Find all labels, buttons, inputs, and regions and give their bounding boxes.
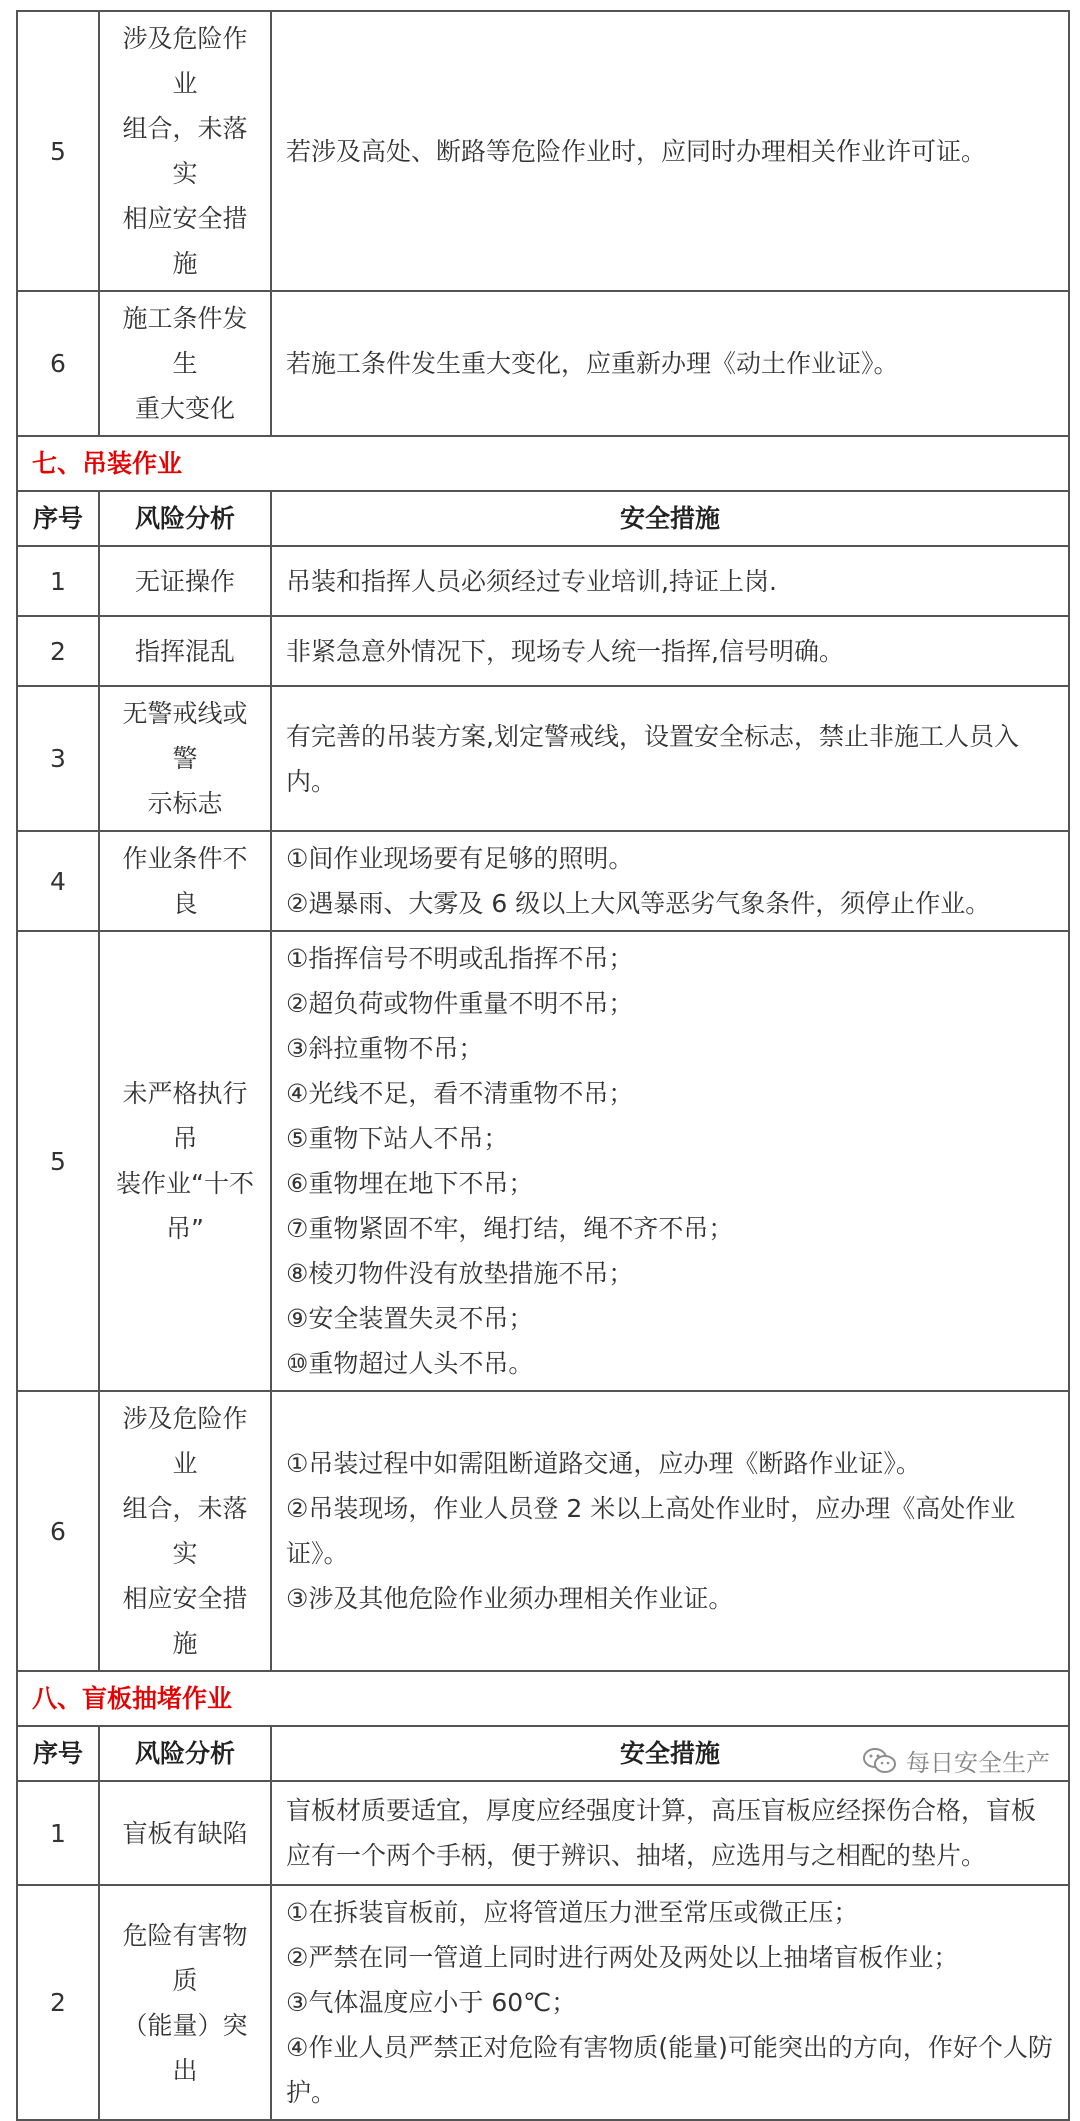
measure-text: ⑩重物超过人头不吊。	[286, 1349, 534, 1378]
measure-text: ④光线不足，看不清重物不吊；	[286, 1079, 634, 1108]
header-risk: 风险分析	[99, 1726, 271, 1781]
risk-text: 涉及危险作业	[122, 1404, 248, 1478]
safety-measures-cell	[271, 11, 1069, 291]
header-measures: 安全措施	[271, 491, 1069, 546]
risk-analysis-cell	[99, 11, 271, 291]
table-row	[17, 1885, 1069, 2120]
risk-text: 无证操作	[134, 566, 235, 596]
risk-text: 组合，未落实	[122, 1494, 248, 1568]
risk-text: 吊”	[166, 1214, 204, 1243]
risk-text: 指挥混乱	[134, 636, 235, 666]
risk-text: 施工条件发生	[122, 304, 248, 378]
safety-measures-cell	[271, 1885, 1069, 2120]
risk-text: 组合，未落实	[122, 114, 248, 188]
wechat-icon	[862, 1746, 898, 1776]
table-row	[17, 686, 1069, 831]
header-num: 序号	[17, 491, 99, 546]
measure-text: ④作业人员严禁正对危险有害物质(能量)可能突出的方向，作好个人防护。	[286, 2033, 1053, 2107]
table-row	[17, 616, 1069, 686]
risk-text: 盲板有缺陷	[122, 1818, 248, 1848]
document-page	[16, 10, 1068, 2107]
row-number: 2	[17, 616, 99, 686]
measure-text: 吊装和指挥人员必须经过专业培训,持证上岗.	[286, 566, 777, 596]
section-title: 七、吊装作业	[17, 436, 1069, 491]
safety-measures-cell	[271, 291, 1069, 436]
row-number: 1	[17, 1781, 99, 1885]
watermark-text: 每日安全生产	[906, 1749, 1050, 1777]
table-row	[17, 546, 1069, 616]
row-number: 2	[17, 1885, 99, 2120]
risk-text: 无警戒线或警	[122, 699, 248, 773]
safety-measures-cell	[271, 1391, 1069, 1671]
row-number: 4	[17, 831, 99, 931]
measure-text: ⑥重物埋在地下不吊；	[286, 1169, 534, 1198]
risk-text: 重大变化	[134, 394, 235, 423]
measure-text: ①吊装过程中如需阻断道路交通，应办理《断路作业证》。	[286, 1449, 921, 1478]
row-number: 3	[17, 686, 99, 831]
risk-text: 装作业“十不	[116, 1169, 254, 1198]
measure-text: ②超负荷或物件重量不明不吊；	[286, 989, 634, 1018]
risk-text: 未严格执行吊	[122, 1079, 248, 1153]
risk-analysis-cell	[99, 1391, 271, 1671]
measure-text: 若涉及高处、断路等危险作业时，应同时办理相关作业许可证。	[286, 136, 987, 166]
measure-text: ⑤重物下站人不吊；	[286, 1124, 509, 1153]
measure-text: ⑨安全装置失灵不吊；	[286, 1304, 534, 1333]
safety-table	[16, 10, 1070, 2121]
measure-text: ③气体温度应小于 60℃；	[286, 1988, 577, 2017]
risk-text: 相应安全措施	[122, 204, 248, 278]
risk-analysis-cell	[99, 686, 271, 831]
safety-measures-cell	[271, 1781, 1069, 1885]
header-num: 序号	[17, 1726, 99, 1781]
risk-text: 危险有害物质	[122, 1920, 248, 1995]
measure-text: ②严禁在同一管道上同时进行两处及两处以上抽堵盲板作业；	[286, 1943, 959, 1972]
table-row	[17, 831, 1069, 931]
table-row	[17, 11, 1069, 291]
table-header-row	[17, 491, 1069, 546]
header-measures: 安全措施	[271, 1726, 1069, 1781]
risk-text: 作业条件不良	[122, 844, 248, 918]
safety-measures-cell	[271, 686, 1069, 831]
watermark	[862, 1743, 1050, 1778]
row-number: 5	[17, 931, 99, 1391]
measure-text: ③斜拉重物不吊；	[286, 1034, 484, 1063]
safety-measures-cell	[271, 546, 1069, 616]
row-number: 6	[17, 291, 99, 436]
risk-text: （能量）突出	[122, 2010, 248, 2085]
measure-text: 若施工条件发生重大变化，应重新办理《动土作业证》。	[286, 349, 899, 378]
row-number: 6	[17, 1391, 99, 1671]
measure-text: ②吊装现场，作业人员登 2 米以上高处作业时，应办理《高处作业证》。	[286, 1494, 1016, 1568]
measure-text: 有完善的吊装方案,划定警戒线，设置安全标志，禁止非施工人员入内。	[286, 721, 1019, 796]
risk-text: 示标志	[147, 789, 223, 818]
measure-text: 非紧急意外情况下，现场专人统一指挥,信号明确。	[286, 636, 844, 666]
row-number: 5	[17, 11, 99, 291]
measure-text: ①指挥信号不明或乱指挥不吊；	[286, 944, 634, 973]
header-risk: 风险分析	[99, 491, 271, 546]
measure-text: 盲板材质要适宜，厚度应经强度计算，高压盲板应经探伤合格，盲板应有一个两个手柄，便于辨识、抽堵，应选用与之相配的垫片。	[286, 1796, 1037, 1870]
risk-analysis-cell	[99, 291, 271, 436]
table-row	[17, 1781, 1069, 1885]
measure-text: ②遇暴雨、大雾及 6 级以上大风等恶劣气象条件，须停止作业。	[286, 889, 991, 918]
risk-analysis-cell	[99, 831, 271, 931]
measure-text: ⑦重物紧固不牢，绳打结，绳不齐不吊；	[286, 1214, 734, 1243]
section-title: 八、盲板抽堵作业	[17, 1671, 1069, 1726]
measure-text: ③涉及其他危险作业须办理相关作业证。	[286, 1584, 734, 1613]
risk-analysis-cell	[99, 546, 271, 616]
measure-text: ①在拆装盲板前，应将管道压力泄至常压或微正压；	[286, 1898, 859, 1927]
table-row	[17, 291, 1069, 436]
risk-analysis-cell	[99, 1781, 271, 1885]
risk-analysis-cell	[99, 931, 271, 1391]
safety-measures-cell	[271, 616, 1069, 686]
table-row	[17, 931, 1069, 1391]
section-title-row	[17, 1671, 1069, 1726]
risk-analysis-cell	[99, 616, 271, 686]
risk-analysis-cell	[99, 1885, 271, 2120]
measure-text: ⑧棱刃物件没有放垫措施不吊；	[286, 1259, 634, 1288]
safety-measures-cell	[271, 931, 1069, 1391]
measure-text: ①间作业现场要有足够的照明。	[286, 844, 634, 873]
row-number: 1	[17, 546, 99, 616]
table-row	[17, 1391, 1069, 1671]
risk-text: 涉及危险作业	[122, 24, 248, 98]
section-title-row	[17, 436, 1069, 491]
safety-measures-cell	[271, 831, 1069, 931]
risk-text: 相应安全措施	[122, 1584, 248, 1658]
